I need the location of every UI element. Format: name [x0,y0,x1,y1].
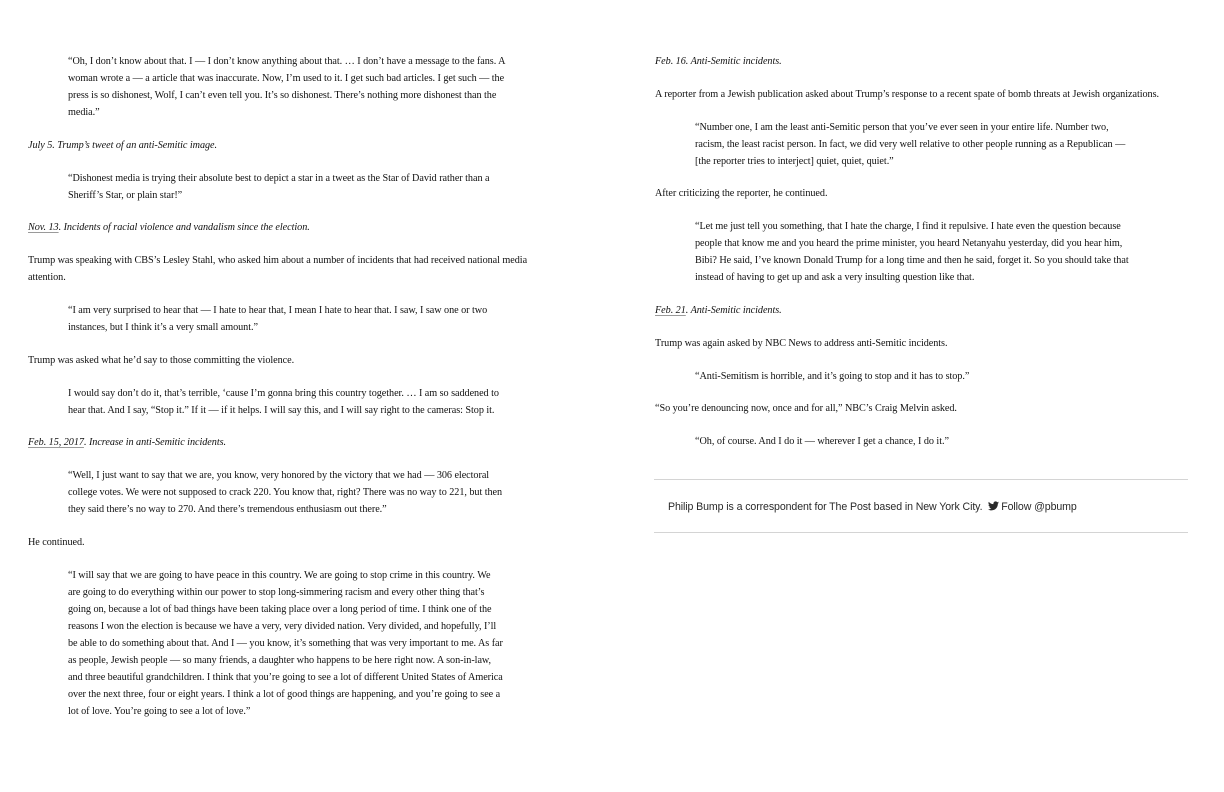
twitter-icon [988,501,999,511]
body-paragraph: “So you’re denouncing now, once and for all,” NBC’s Craig Melvin asked. [655,403,957,415]
date-heading: Nov. 13. Incidents of racial violence and vandalism since the election. [28,222,310,234]
quote-paragraph: “Dishonest media is trying their absolute best to depict a star in a tweet as the Star of David rather than a Sheriff’s Star, or plain star!” [68,172,490,201]
date-link[interactable]: Nov. 13 [28,222,59,234]
author-bio [668,501,1077,513]
article-column-right [655,53,1195,450]
date-link[interactable]: Feb. 15, 2017 [28,437,84,449]
date-heading: July 5. Trump’s tweet of an anti-Semitic image. [28,139,218,151]
quote-paragraph: “Anti-Semitism is horrible, and it’s going to stop and it has to stop.” [695,370,970,382]
body-paragraph: Trump was again asked by NBC News to address anti-Semitic incidents. [655,337,948,349]
follow-label: Follow @pbump [1001,501,1077,513]
follow-link[interactable] [985,501,1076,513]
date-link[interactable]: Feb. 21 [655,304,686,316]
quote-paragraph: “Let me just tell you something, that I hate the charge, I find it repulsive. I hate even the question because people that know me and you heard the prime minister, you heard Netanyahu yesterday, did you hear him, Bibi? He said, I’ve known Donald Trump for a long time and then he said, forget it. So you should take that instead of having to get up and ask a very insulting question like that. [695,221,1129,284]
article-column-left [28,53,558,720]
date-heading: Feb. 16. Anti-Semitic incidents. [655,56,782,67]
body-paragraph: After criticizing the reporter, he continued. [655,188,828,200]
body-paragraph: Trump was asked what he’d say to those committing the violence. [28,354,295,366]
date-heading: Feb. 15, 2017. Increase in anti-Semitic incidents. [28,437,227,449]
author-bio-text: Philip Bump is a correspondent for The Post based in New York City. [668,501,983,513]
body-paragraph: He continued. [28,536,85,548]
quote-paragraph: “Well, I just want to say that we are, you know, very honored by the victory that we had — 306 electoral college votes. We were not supposed to crack 220. You know that, right? There was no way to 221, but then they said there’s no way to 270. And there’s tremendous enthusiasm out there.” [68,470,503,516]
date-heading: Feb. 21. Anti-Semitic incidents. [655,304,782,316]
quote-paragraph: “I will say that we are going to have peace in this country. We are going to stop crime in this country. We are going to do everything within our power to stop long-simmering racism and every other thing that’s going on, because a lot of bad things have been taking place over a long period of time. I think one of the reasons I won the election is because we have a very, very divided nation. Very divided, and hopefully, I’ll be able to do something about that. And I — you know, it’s something that was very important to me. As far as people, Jewish people — so many friends, a daughter who happens to be here right now. A son-in-law, and three beautiful grandchildren. I think that you’re going to see a lot of different United States of America over the next three, four or eight years. I think a lot of good things are happening, and you’re going to see a lot of love. You’re going to see a lot of love.” [68,569,503,717]
body-paragraph: Trump was speaking with CBS’s Lesley Stahl, who asked him about a number of incidents that had received national media attention. [28,255,528,284]
author-bio-box [654,479,1188,533]
quote-paragraph: I would say don’t do it, that’s terrible, ‘cause I’m gonna bring this country together. … I am so saddened to hear that. And I say, “Stop it.” If it — if it helps. I will say this, and I will say right to the cameras: Stop it. [68,387,499,416]
quote-paragraph: “Number one, I am the least anti-Semitic person that you’ve ever seen in your entire life. Number two, racism, the least racist person. In fact, we did very well relative to other people running as a Republican — [the reporter tries to interject] quiet, quiet, quiet.” [695,121,1126,167]
body-paragraph: A reporter from a Jewish publication asked about Trump’s response to a recent spate of bomb threats at Jewish organizations. [655,88,1160,100]
quote-paragraph: “Oh, I don’t know about that. I — I don’t know anything about that. … I don’t have a message to the fans. A woman wrote a — a article that was inaccurate. Now, I’m used to it. I get such bad articles. I get such — the press is so dishonest, Wolf, I can’t even tell you. It’s so dishonest. There’s nothing more dishonest than the media.” [68,56,506,118]
quote-paragraph: “Oh, of course. And I do it — wherever I get a chance, I do it.” [695,436,949,448]
quote-paragraph: “I am very surprised to hear that — I hate to hear that, I mean I hate to hear that. I saw, I saw one or two instances, but I think it’s a very small amount.” [68,304,488,333]
